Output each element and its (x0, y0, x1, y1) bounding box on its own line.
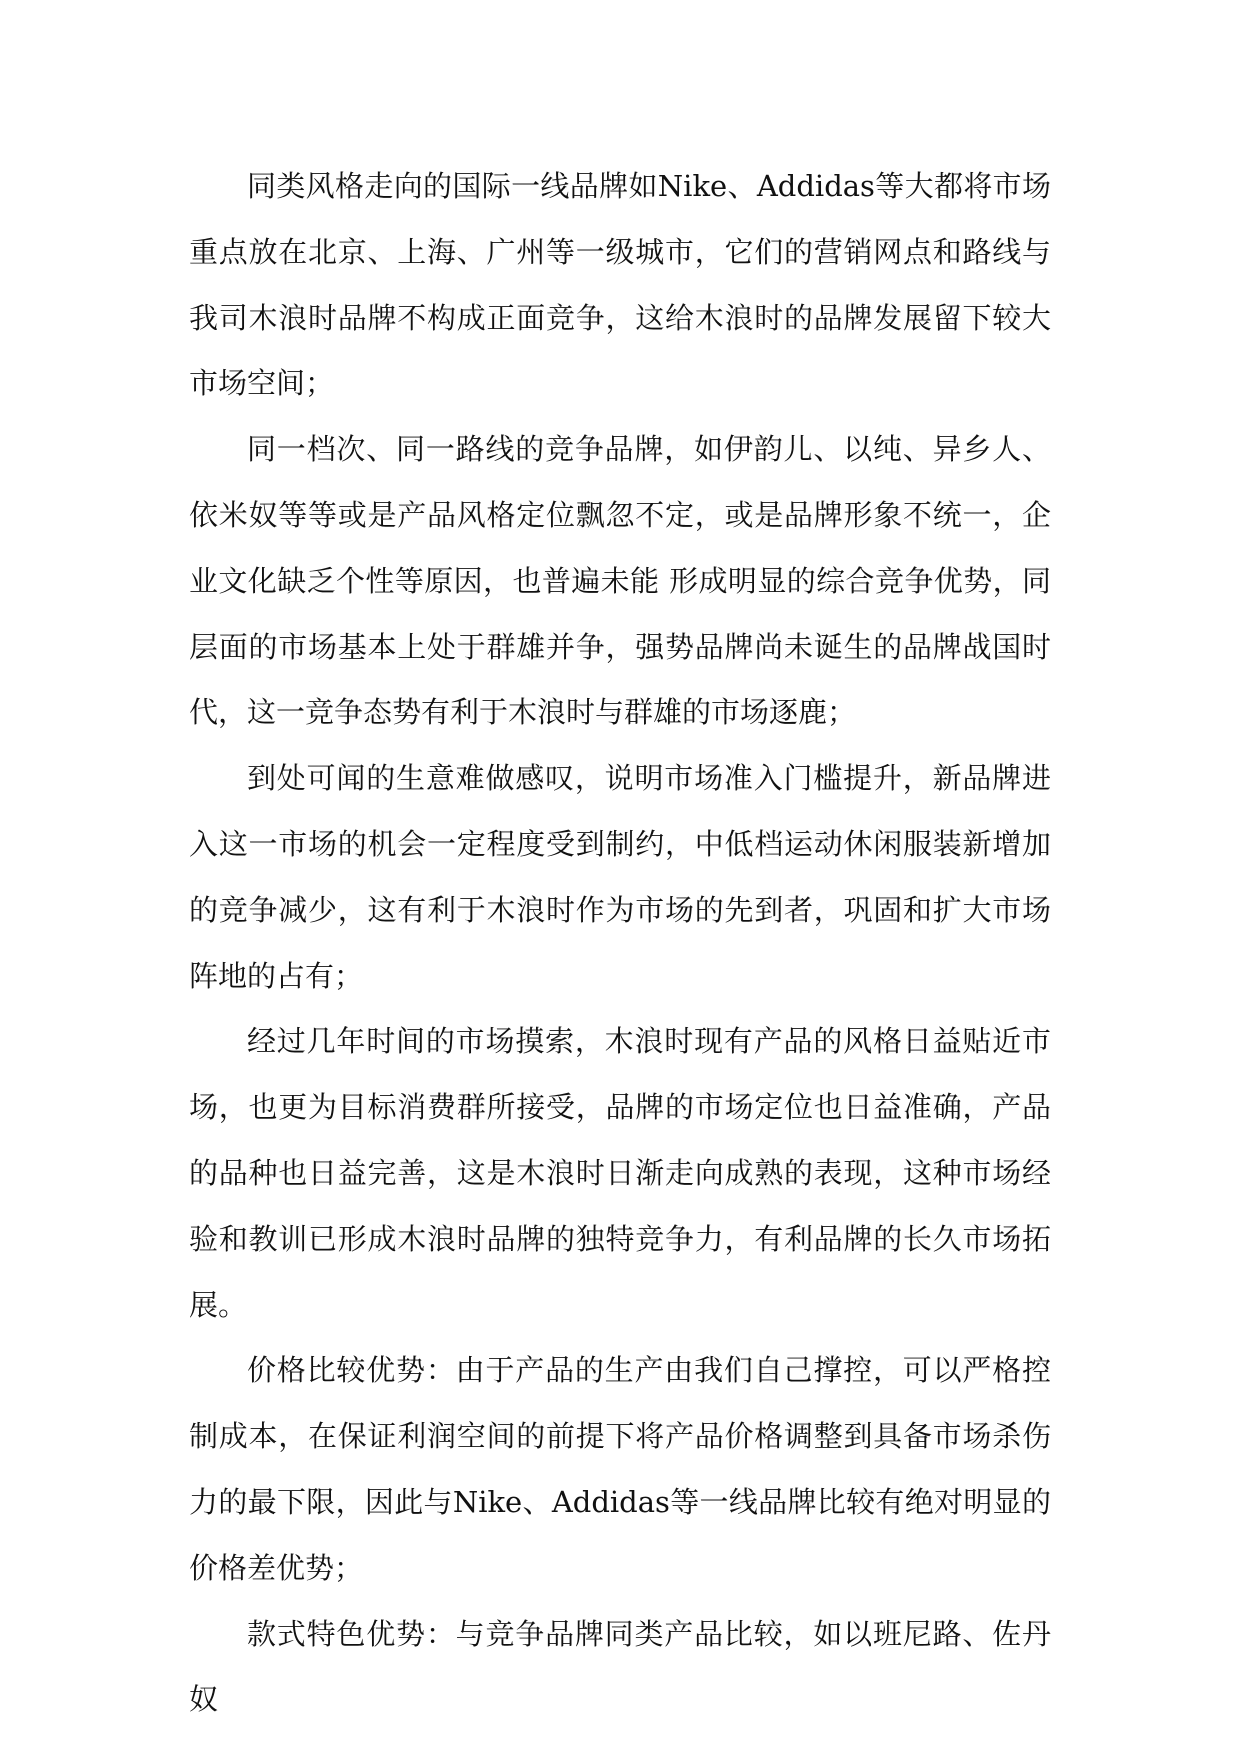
paragraph-5: 价格比较优势：由于产品的生产由我们自己撑控，可以严格控制成本，在保证利润空间的前提下将产品价格调整到具备市场杀伤力的最下限，因此与Nike、Addidas等一线品牌比较有绝对明显的价格差优势； (189, 1353, 1051, 1585)
paragraph-6: 款式特色优势：与竞争品牌同类产品比较，如以班尼路、佐丹奴 (189, 1616, 1051, 1717)
paragraph-1: 同类风格走向的国际一线品牌如Nike、Addidas等大都将市场重点放在北京、上海、广州等一级城市，它们的营销网点和路线与我司木浪时品牌不构成正面竞争，这给木浪时的品牌发展留下较大市场空间； (189, 169, 1051, 401)
paragraph-3: 到处可闻的生意难做感叹，说明市场准入门槛提升，新品牌进入这一市场的机会一定程度受到制约，中低档运动休闲服装新增加的竞争减少，这有利于木浪时作为市场的先到者，巩固和扩大市场阵地的占有； (189, 761, 1051, 993)
paragraph-2: 同一档次、同一路线的竞争品牌，如伊韵儿、以纯、异乡人、依米奴等等或是产品风格定位飘忽不定，或是品牌形象不统一，企业文化缺乏个性等原因，也普遍未能 形成明显的综合竞争优势，同层面的市场基本上处于群雄并争，强势品牌尚未诞生的品牌战国时代，这一竞争态势有利于木浪时与群雄的市场逐鹿； (189, 432, 1051, 730)
body-text (189, 154, 1051, 1733)
paragraph-4: 经过几年时间的市场摸索，木浪时现有产品的风格日益贴近市场，也更为目标消费群所接受，品牌的市场定位也日益准确，产品的品种也日益完善，这是木浪时日渐走向成熟的表现，这种市场经验和教训已形成木浪时品牌的独特竞争力，有利品牌的长久市场拓展。 (189, 1024, 1051, 1322)
